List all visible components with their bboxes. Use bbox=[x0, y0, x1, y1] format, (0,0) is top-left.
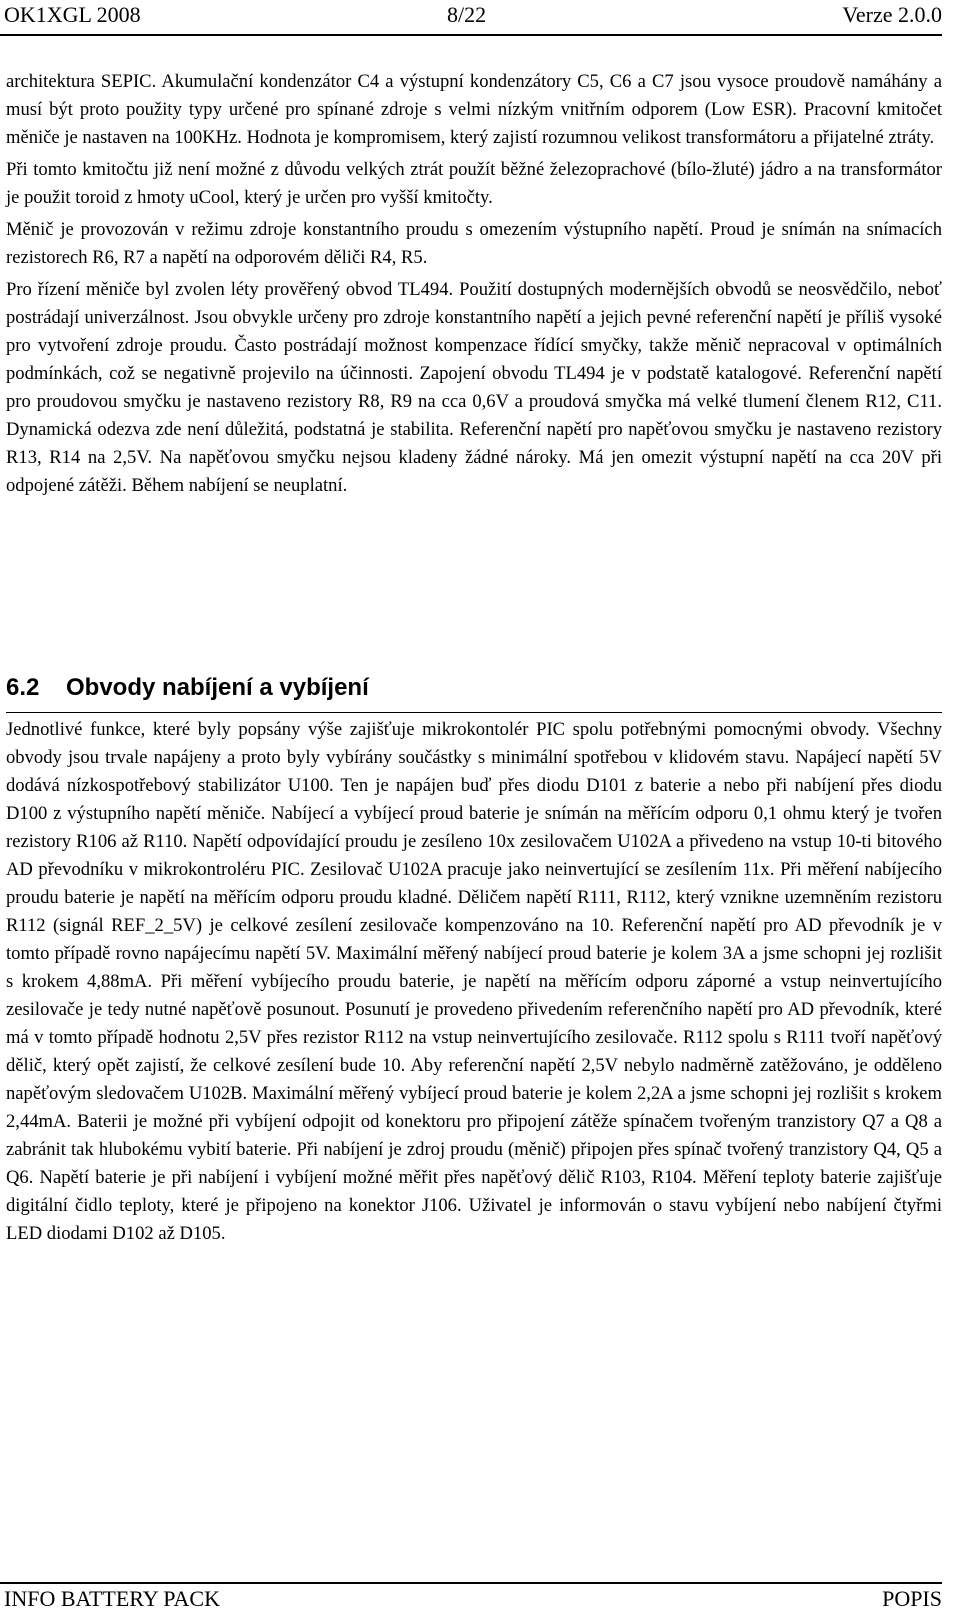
paragraph-tl494: Pro řízení měniče byl zvolen léty prověřený obvod TL494. Použití dostupných modernějších obvodů se neosvědčilo, neboť postrádají univerzálnost. Jsou obvykle určeny pro zdroje konstantního napětí a jejich pevné referenční napětí je příliš vysoké pro vytvoření zdroje proudu. Často postrádají možnost kompenzace řídící smyčky, takže měnič nepracoval v optimálních podmínkách, což se negativně projevilo na účinnosti. Zapojení obvodu TL494 je v podstatě katalogové. Referenční napětí pro proudovou smyčku je nastaveno rezistory R8, R9 na cca 0,6V a proudová smyčka má velké tlumení členem R12, C11. Dynamická odezva zde není důležitá, podstatná je stabilita. Referenční napětí pro napěťovou smyčku je nastaveno rezistory R13, R14 na 2,5V. Na napěťovou smyčku nejsou kladeny žádné nároky. Má jen omezit výstupní napětí na cca 20V při odpojené zátěži. Během nabíjení se neuplatní. bbox=[6, 279, 942, 496]
page-header bbox=[4, 0, 942, 34]
header-page-number: 8/22 bbox=[447, 2, 487, 27]
paragraph-sepic: architektura SEPIC. Akumulační kondenzátor C4 a výstupní kondenzátory C5, C6 a C7 jsou vysoce proudově namáhány a musí být proto použity typy určené pro spínané zdroje s velmi nízkým vnitřním odporem (Low ESR). Pracovní kmitočet měniče je nastaven na 100KHz. Hodnota je kompromisem, který zajistí rozumnou velikost transformátoru a přijatelné ztráty. bbox=[6, 71, 942, 148]
footer-product: INFO BATTERY PACK bbox=[4, 1586, 220, 1611]
section-number: 6.2 bbox=[6, 674, 40, 701]
body-text-section bbox=[6, 716, 942, 1248]
section-rule bbox=[6, 712, 942, 713]
footer-rule bbox=[0, 1582, 942, 1584]
paragraph-core: Při tomto kmitočtu již není možné z důvodu velkých ztrát použít běžné železoprachové (bílo-žluté) jádro a na transformátor je použit toroid z hmoty uCool, který je určen pro vyšší kmitočty. bbox=[6, 159, 942, 208]
paragraph-mode: Měnič je provozován v režimu zdroje konstantního proudu s omezením výstupního napětí. Proud je snímán na snímacích rezistorech R6, R7 a napětí na odporovém děliči R4, R5. bbox=[6, 219, 942, 268]
section-heading bbox=[6, 673, 369, 703]
header-document-id: OK1XGL 2008 bbox=[4, 2, 141, 27]
page-footer bbox=[4, 1585, 942, 1613]
header-rule bbox=[0, 34, 942, 36]
body-text-top bbox=[6, 68, 942, 500]
paragraph-charging-circuits: Jednotlivé funkce, které byly popsány výše zajišťuje mikrokontolér PIC spolu potřebnými pomocnými obvody. Všechny obvody jsou trvale napájeny a proto byly vybírány součástky s minimální spotřebou v klidovém stavu. Napájecí napětí 5V dodává nízkospotřebový stabilizátor U100. Ten je napájen buď přes diodu D101 z baterie a nebo při nabíjení přes diodu D100 z výstupního napětí měniče. Nabíjecí a vybíjecí proud baterie je snímán na měřícím odporu 0,1 ohmu který je tvořen rezistory R106 až R110. Napětí odpovídající proudu je zesíleno 10x zesilovačem U102A a přivedeno na vstup 10-ti bitového AD převodníku v mikrokontroléru PIC. Zesilovač U102A pracuje jako neinvertující se zesílením 11x. Při měření nabíjecího proudu baterie je napětí na měřícím odporu proudu kladné. Děličem napětí R111, R112, který vznikne uzemněním rezistoru R112 (signál REF_2_5V) je celkové zesílení zesilovače kompenzováno na 10. Referenční napětí pro AD převodník je v tomto případě rovno napájecímu napětí 5V. Maximální měřený nabíjecí proud baterie je kolem 3A a jsme schopni jej rozlišit s krokem 4,88mA. Při měření vybíjecího proudu baterie, je napětí na měřícím odporu záporné a vstup neinvertujícího zesilovače je tedy nutné napěťově posunout. Posunutí je provedeno přivedením referenčního napětí pro AD převodník, které má v tomto případě hodnotu 2,5V přes rezistor R112 na vstup neinvertujícího zesilovače. R112 spolu s R111 tvoří napěťový dělič, který opět zajistí, že celkové zesílení bude 10. Aby referenční napětí 2,5V nebylo nadměrně zatěžováno, je odděleno napěťovým sledovačem U102B. Maximální měřený vybíjecí proud baterie je kolem 2,2A a jsme schopni jej rozlišit s krokem 2,44mA. Baterii je možné při vybíjení odpojit od konektoru pro připojení zátěže spínačem tvořeným tranzistory Q7 a Q8 a zabránit tak hlubokému vybití baterie. Při nabíjení je zdroj proudu (měnič) připojen přes spínač tvořený tranzistory Q4, Q5 a Q6. Napětí baterie je při nabíjení i vybíjení možné měřit přes napěťový dělič R103, R104. Měření teploty baterie zajišťuje digitální čidlo teploty, které je připojeno na konektor J106. Uživatel je informován o stavu vybíjení nebo nabíjení čtyřmi LED diodami D102 až D105. bbox=[6, 719, 942, 1244]
section-title: Obvody nabíjení a vybíjení bbox=[66, 674, 369, 701]
header-version: Verze 2.0.0 bbox=[842, 2, 942, 27]
footer-section: POPIS bbox=[882, 1586, 942, 1611]
